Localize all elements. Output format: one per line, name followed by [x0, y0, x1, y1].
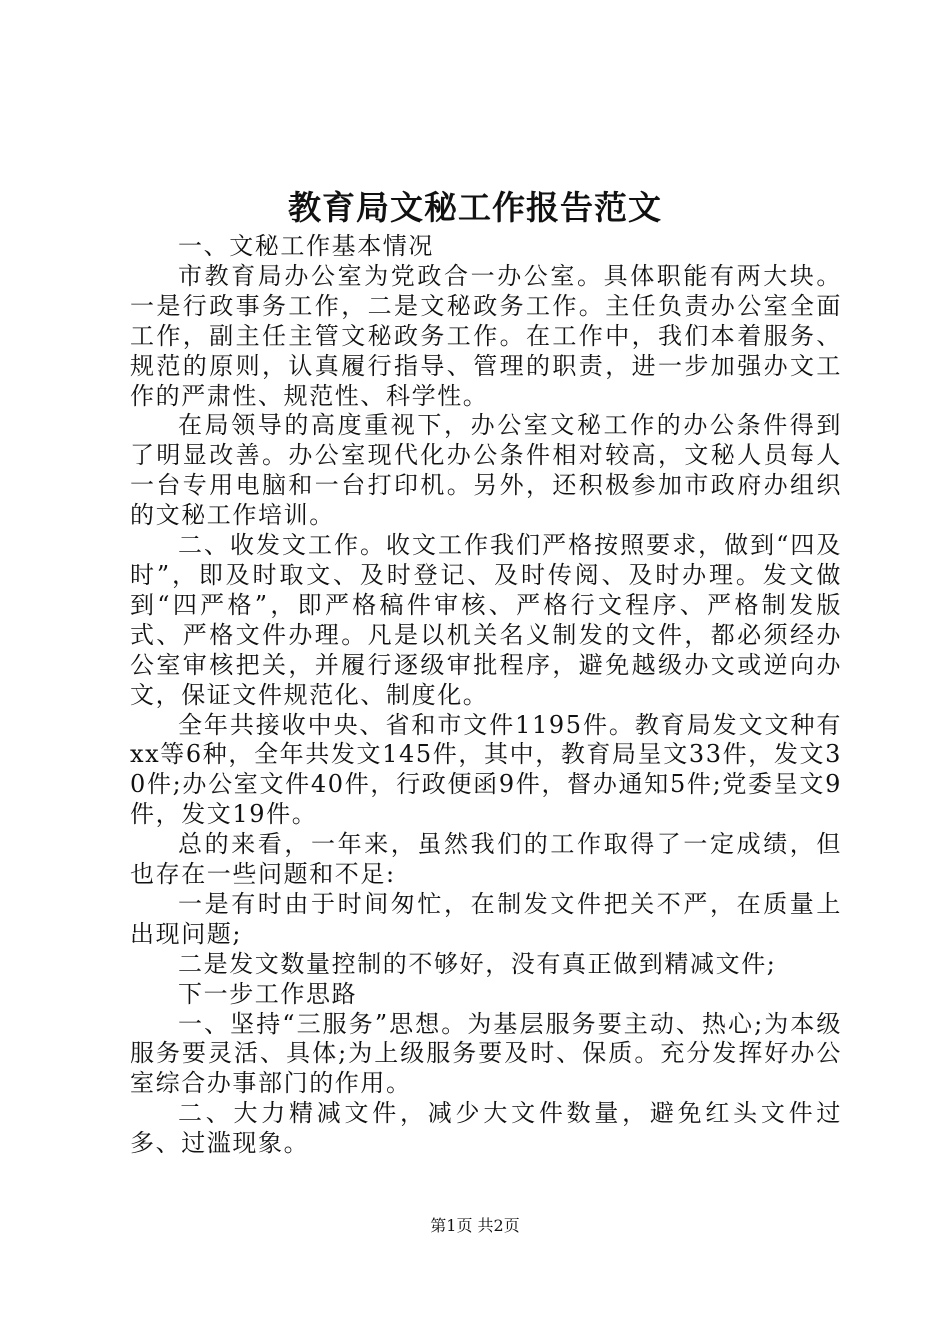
section-heading-basic-situation: 一、文秘工作基本情况 — [178, 232, 434, 260]
document-body — [130, 232, 842, 1159]
page-footer: 第1页 共2页 — [430, 1216, 520, 1235]
paragraph-office-conditions: 在局领导的高度重视下，办公室文秘工作的办公条件得到了明显改善。办公室现代化办公条件相对较高，文秘人员每人一台专用电脑和一台打印机。另外，还积极参加市政府办组织的文秘工作培训。 — [130, 411, 842, 530]
section-heading-next-steps: 下一步工作思路 — [178, 979, 358, 1008]
paragraph-next-step-one: 一、坚持“三服务”思想。为基层服务要主动、热心;为本级服务要灵活、具体;为上级服务要及时、保质。充分发挥好办公室综合办事部门的作用。 — [130, 1009, 842, 1098]
paragraph-summary: 总的来看，一年来，虽然我们的工作取得了一定成绩，但也存在一些问题和不足: — [130, 830, 842, 889]
paragraph-document-statistics: 全年共接收中央、省和市文件1195件。教育局发文文种有xx等6种，全年共发文145件，其中，教育局呈文33件，发文30件;办公室文件40件，行政便函9件，督办通知5件;党委呈文9件，发文19件。 — [130, 710, 842, 829]
paragraph-next-step-two: 二、大力精减文件，减少大文件数量，避免红头文件过多、过滥现象。 — [130, 1099, 842, 1158]
paragraph-office-functions: 市教育局办公室为党政合一办公室。具体职能有两大块。一是行政事务工作，二是文秘政务工作。主任负责办公室全面工作，副主任主管文秘政务工作。在工作中，我们本着服务、规范的原则，认真履行指导、管理的职责，进一步加强办文工作的严肃性、规范性、科学性。 — [130, 261, 842, 410]
paragraph-problem-two: 二是发文数量控制的不够好，没有真正做到精减文件; — [178, 949, 777, 978]
document-title: 教育局文秘工作报告范文 — [288, 188, 662, 227]
paragraph-problem-one: 一是有时由于时间匆忙，在制发文件把关不严，在质量上出现问题; — [130, 889, 842, 948]
paragraph-document-handling: 二、收发文工作。收文工作我们严格按照要求，做到“四及时”，即及时取文、及时登记、及时传阅、及时办理。发文做到“四严格”，即严格稿件审核、严格行文程序、严格制发版式、严格文件办理。凡是以机关名义制发的文件，都必须经办公室审核把关，并履行逐级审批程序，避免越级办文或逆向办文，保证文件规范化、制度化。 — [130, 531, 842, 709]
